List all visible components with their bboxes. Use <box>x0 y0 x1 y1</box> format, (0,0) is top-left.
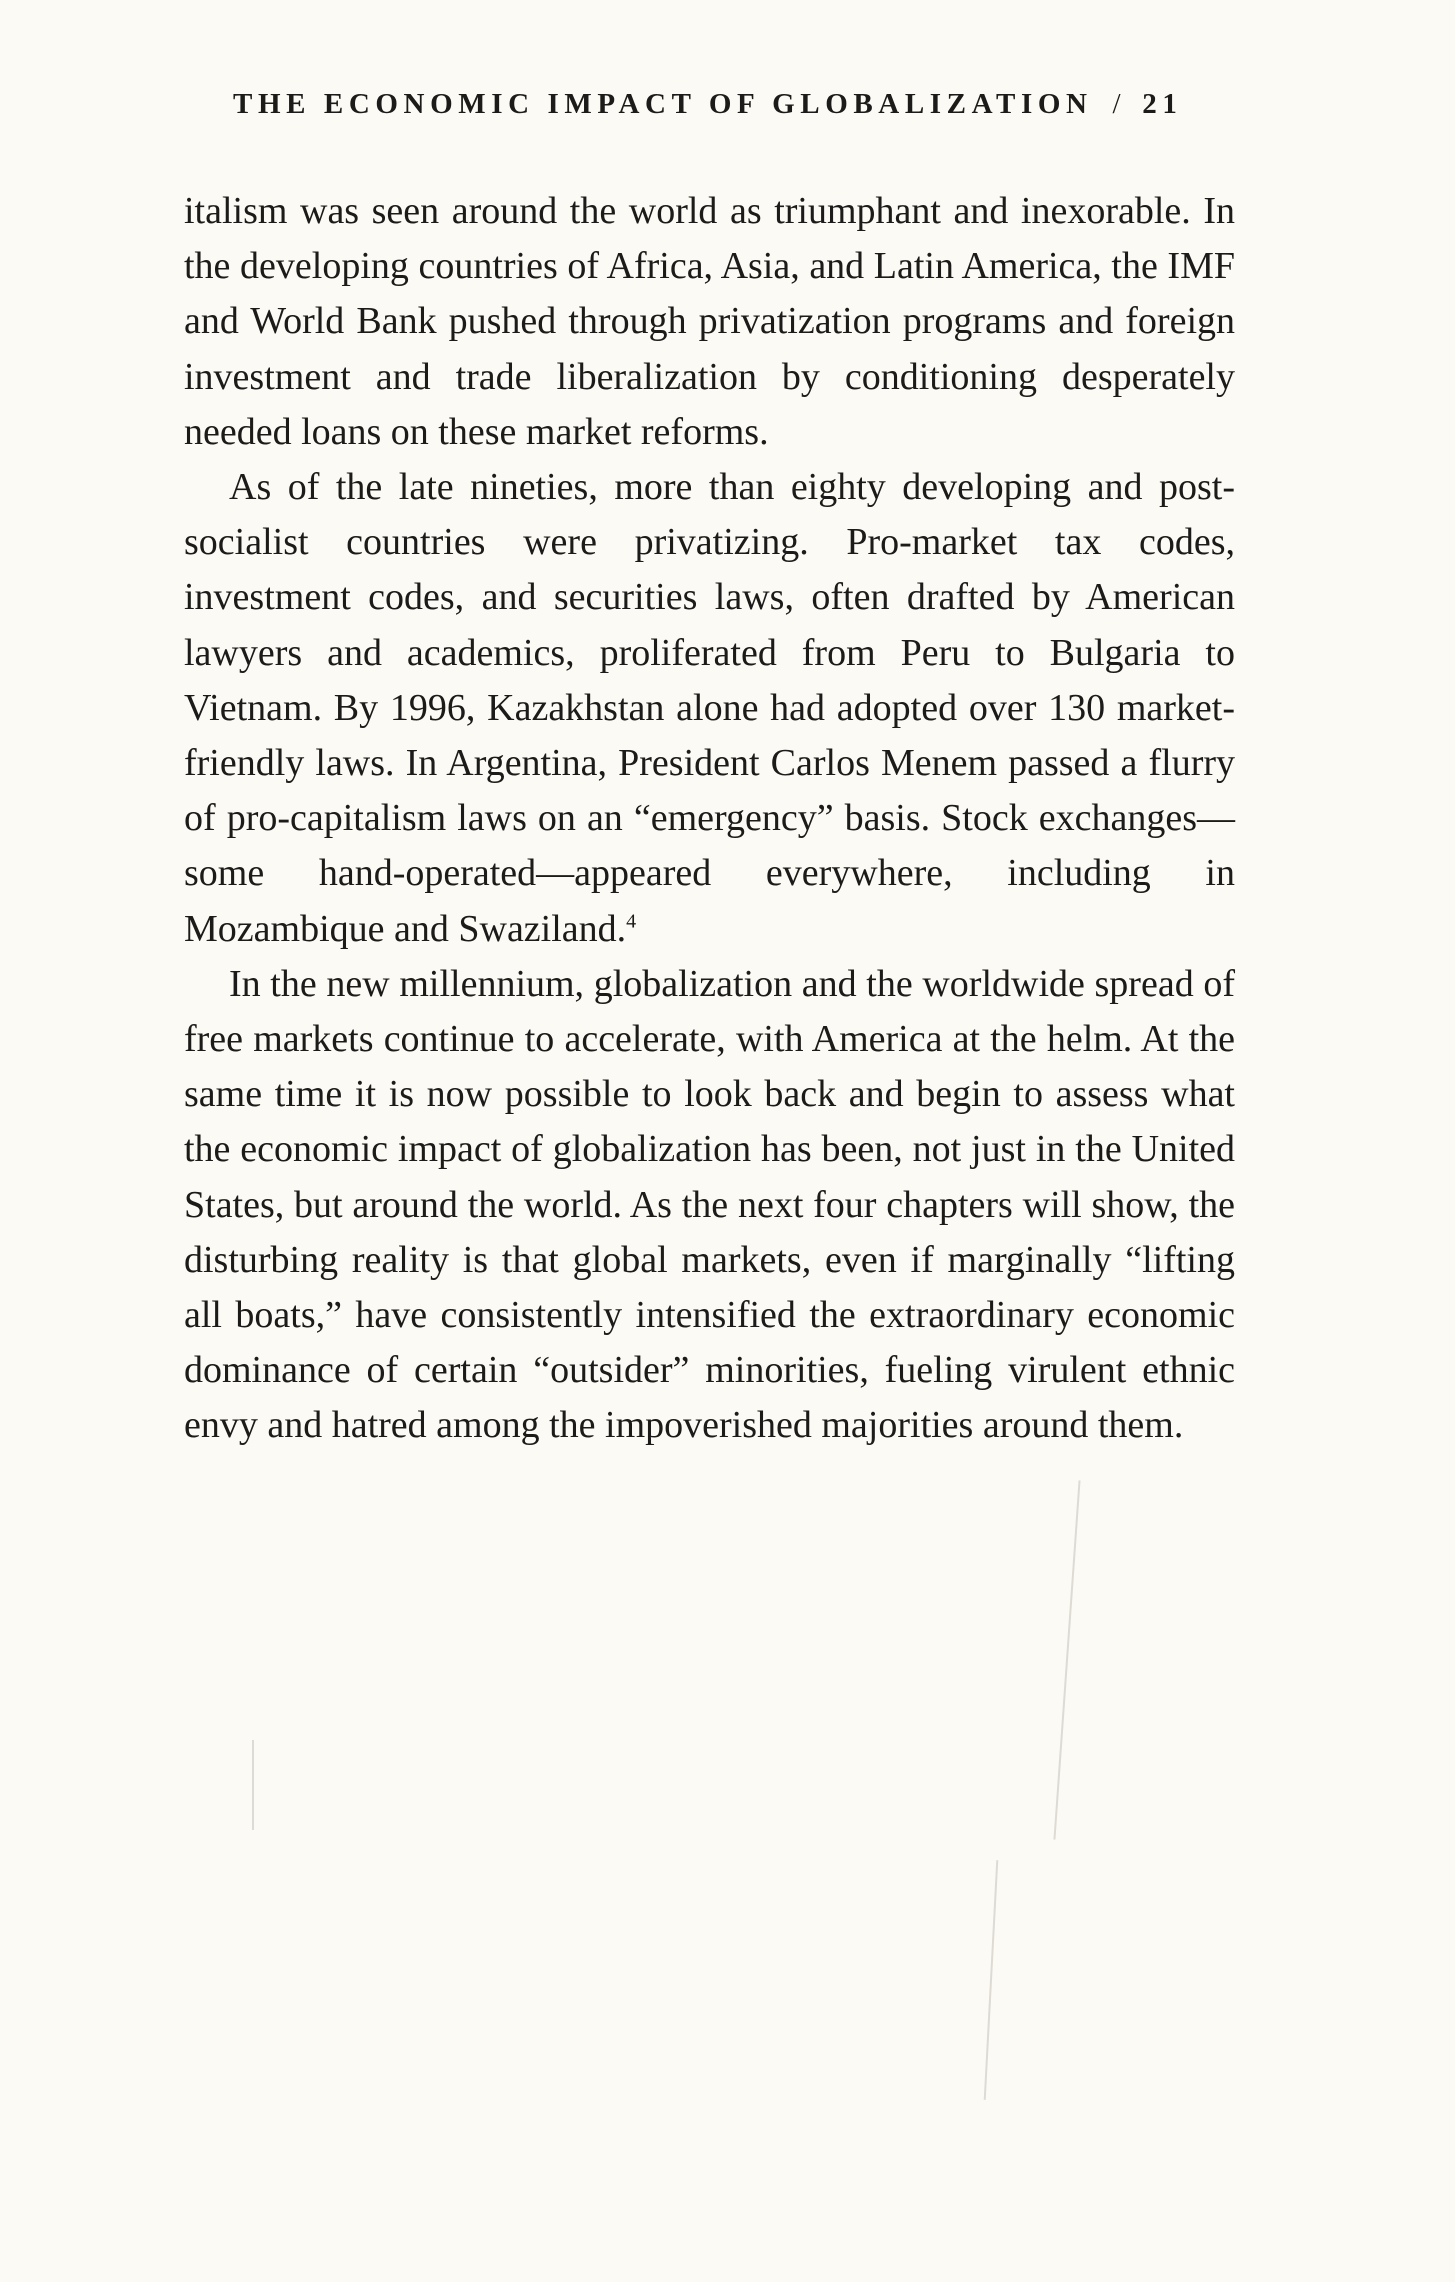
scan-artifact-line <box>1053 1480 1080 1839</box>
body-text <box>184 184 1235 1454</box>
paragraph-1: italism was seen around the world as triumphant and inexorable. In the developing countries of Africa, Asia, and Latin America, the IMF and World Bank pushed through privatization programs and foreign investment and trade liberalization by conditioning desperately needed loans on these market reforms. <box>184 190 1235 453</box>
paragraph-2 <box>184 460 1235 957</box>
footnote-marker: 4 <box>626 909 637 932</box>
paragraph-3: In the new millennium, globalization and the worldwide spread of free markets continue to accelerate, with America at the helm. At the same time it is now possible to look back and begin to assess what the economic impact of globalization has been, not just in the United States, but around the world. As the next four chapters will show, the disturbing reality is that global markets, even if marginally “lifting all boats,” have consistently intensified the extraordinary economic dominance of certain “outsider” minorities, fueling virulent ethnic envy and hatred among the impoverished majorities around them. <box>184 962 1235 1447</box>
page-number: 21 <box>1142 88 1183 120</box>
scan-artifact-line <box>984 1860 999 2100</box>
running-head-title: THE ECONOMIC IMPACT OF GLOBALIZATION <box>233 88 1093 120</box>
running-head <box>233 86 1233 122</box>
running-head-separator: / <box>1112 88 1127 120</box>
paragraph-2-text: As of the late nineties, more than eighty developing and post-socialist countries were privatizing. Pro-market tax codes, investment codes, and securities laws, often drafted by American lawyers and academics, proliferated from Peru to Bulgaria to Vietnam. By 1996, Kazakhstan alone had adopted over 130 market-friendly laws. In Argentina, President Carlos Menem passed a flurry of pro-capitalism laws on an “emergency” basis. Stock exchanges—some hand-operated—appeared everywhere, including in Mozambique and Swaziland. <box>184 466 1235 950</box>
scan-artifact-line <box>252 1740 254 1830</box>
